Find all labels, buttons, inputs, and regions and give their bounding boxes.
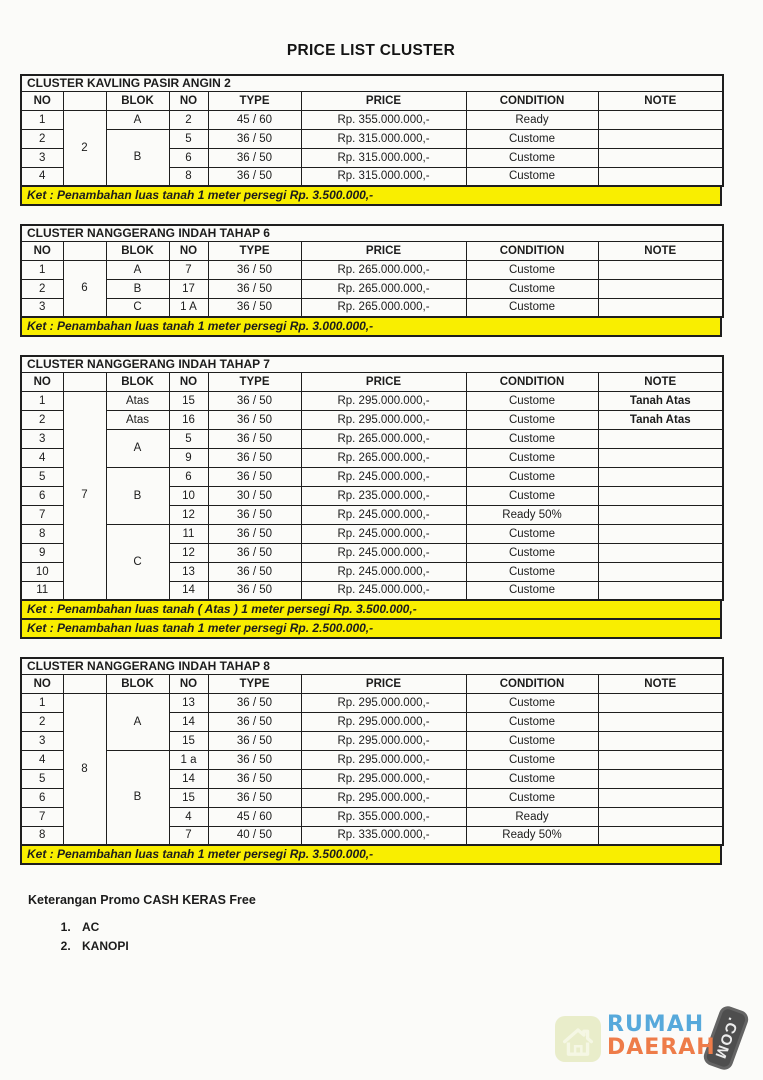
cell-price: Rp. 265.000.000,- [301, 279, 466, 298]
table-row [21, 110, 723, 129]
ket-note: Ket : Penambahan luas tanah 1 meter persegi Rp. 2.500.000,- [20, 618, 722, 639]
cell-note [598, 731, 723, 750]
cell-unit: 1 a [169, 750, 208, 769]
cell-price: Rp. 295.000.000,- [301, 712, 466, 731]
cell-blok: A [106, 693, 169, 750]
cell-note [598, 448, 723, 467]
cell-condition: Custome [466, 410, 598, 429]
column-header: PRICE [301, 241, 466, 260]
column-header: PRICE [301, 91, 466, 110]
cell-type: 36 / 50 [208, 562, 301, 581]
column-header: NO [21, 674, 63, 693]
cell-unit: 12 [169, 505, 208, 524]
promo-item-ac: 1. AC [74, 920, 722, 934]
cell-price: Rp. 335.000.000,- [301, 826, 466, 845]
promo-item-kanopi: 2. KANOPI [74, 939, 722, 953]
cell-unit: 4 [169, 807, 208, 826]
cell-condition: Custome [466, 543, 598, 562]
cell-note [598, 260, 723, 279]
cell-unit: 9 [169, 448, 208, 467]
column-header: TYPE [208, 241, 301, 260]
cell-condition: Custome [466, 524, 598, 543]
cell-unit: 10 [169, 486, 208, 505]
cell-note [598, 524, 723, 543]
cell-no: 1 [21, 693, 63, 712]
ket-note: Ket : Penambahan luas tanah 1 meter persegi Rp. 3.500.000,- [20, 185, 722, 206]
table-title-row [21, 658, 723, 674]
cluster-section-3 [20, 355, 722, 639]
cell-price: Rp. 295.000.000,- [301, 391, 466, 410]
cell-unit: 14 [169, 769, 208, 788]
cell-no: 5 [21, 769, 63, 788]
table-title: CLUSTER NANGGERANG INDAH TAHAP 7 [21, 356, 723, 372]
table-row [21, 391, 723, 410]
table-row [21, 429, 723, 448]
cell-note [598, 279, 723, 298]
cell-note [598, 505, 723, 524]
cell-condition: Custome [466, 693, 598, 712]
ket-note: Ket : Penambahan luas tanah 1 meter persegi Rp. 3.000.000,- [20, 316, 722, 337]
cell-blok: Atas [106, 391, 169, 410]
cell-note [598, 129, 723, 148]
cell-price: Rp. 295.000.000,- [301, 750, 466, 769]
cell-type: 36 / 50 [208, 167, 301, 186]
cell-blok: B [106, 279, 169, 298]
cell-note [598, 712, 723, 731]
cell-type: 36 / 50 [208, 581, 301, 600]
cell-no: 11 [21, 581, 63, 600]
cell-type: 36 / 50 [208, 429, 301, 448]
cell-blok: C [106, 524, 169, 600]
cell-condition: Ready 50% [466, 505, 598, 524]
table-row [21, 279, 723, 298]
cell-price: Rp. 295.000.000,- [301, 769, 466, 788]
page-title: PRICE LIST CLUSTER [286, 42, 456, 59]
cell-no: 1 [21, 391, 63, 410]
cell-type: 30 / 50 [208, 486, 301, 505]
cell-group: 8 [63, 693, 106, 845]
cell-note [598, 693, 723, 712]
cell-condition: Custome [466, 467, 598, 486]
cell-note [598, 807, 723, 826]
column-header: NO [169, 674, 208, 693]
table-row [21, 524, 723, 543]
logo-wordmark [607, 1013, 716, 1059]
cell-blok: Atas [106, 410, 169, 429]
column-header: TYPE [208, 674, 301, 693]
cell-price: Rp. 245.000.000,- [301, 543, 466, 562]
house-icon [555, 1016, 601, 1062]
cell-no: 1 [21, 110, 63, 129]
cell-no: 3 [21, 429, 63, 448]
cell-type: 36 / 50 [208, 524, 301, 543]
document-page [20, 0, 722, 958]
cell-condition: Custome [466, 731, 598, 750]
column-header: BLOK [106, 241, 169, 260]
cell-type: 36 / 50 [208, 693, 301, 712]
cell-no: 6 [21, 788, 63, 807]
cell-no: 7 [21, 807, 63, 826]
cell-type: 36 / 50 [208, 788, 301, 807]
cell-condition: Ready 50% [466, 826, 598, 845]
cell-unit: 11 [169, 524, 208, 543]
table-title: CLUSTER NANGGERANG INDAH TAHAP 8 [21, 658, 723, 674]
cell-unit: 17 [169, 279, 208, 298]
cell-no: 2 [21, 129, 63, 148]
cell-price: Rp. 245.000.000,- [301, 562, 466, 581]
cell-condition: Ready [466, 110, 598, 129]
cell-type: 36 / 50 [208, 298, 301, 317]
cell-type: 36 / 50 [208, 505, 301, 524]
cell-condition: Custome [466, 279, 598, 298]
table-title-row [21, 75, 723, 91]
column-header: NOTE [598, 241, 723, 260]
cell-price: Rp. 295.000.000,- [301, 410, 466, 429]
column-header: CONDITION [466, 372, 598, 391]
cell-price: Rp. 235.000.000,- [301, 486, 466, 505]
cell-unit: 6 [169, 148, 208, 167]
column-header: NO [169, 91, 208, 110]
cell-no: 3 [21, 298, 63, 317]
cell-type: 36 / 50 [208, 769, 301, 788]
column-header [63, 241, 106, 260]
table-row [21, 298, 723, 317]
cell-no: 4 [21, 448, 63, 467]
cell-condition: Custome [466, 486, 598, 505]
cell-type: 36 / 50 [208, 467, 301, 486]
table-title: CLUSTER NANGGERANG INDAH TAHAP 6 [21, 225, 723, 241]
column-header: NOTE [598, 372, 723, 391]
cell-price: Rp. 295.000.000,- [301, 788, 466, 807]
cell-blok: B [106, 467, 169, 524]
column-header: NOTE [598, 674, 723, 693]
cell-unit: 14 [169, 581, 208, 600]
column-header: NO [169, 241, 208, 260]
table-row [21, 260, 723, 279]
table-row [21, 750, 723, 769]
cell-unit: 7 [169, 826, 208, 845]
cell-price: Rp. 245.000.000,- [301, 581, 466, 600]
cell-note [598, 486, 723, 505]
cell-price: Rp. 315.000.000,- [301, 148, 466, 167]
table-title-row [21, 225, 723, 241]
cell-unit: 5 [169, 129, 208, 148]
cell-group: 7 [63, 391, 106, 600]
cell-note: Tanah Atas [598, 391, 723, 410]
cell-condition: Custome [466, 448, 598, 467]
cell-no: 10 [21, 562, 63, 581]
cell-unit: 8 [169, 167, 208, 186]
cell-type: 36 / 50 [208, 129, 301, 148]
cell-condition: Custome [466, 769, 598, 788]
cell-type: 36 / 50 [208, 750, 301, 769]
cell-type: 40 / 50 [208, 826, 301, 845]
cell-type: 36 / 50 [208, 148, 301, 167]
cell-condition: Custome [466, 167, 598, 186]
cell-blok: A [106, 429, 169, 467]
cell-unit: 1 A [169, 298, 208, 317]
cell-price: Rp. 295.000.000,- [301, 693, 466, 712]
cell-note [598, 581, 723, 600]
cell-note [598, 826, 723, 845]
column-header [63, 91, 106, 110]
column-header: CONDITION [466, 91, 598, 110]
table-row [21, 129, 723, 148]
column-header: NO [21, 91, 63, 110]
cell-unit: 14 [169, 712, 208, 731]
table-row [21, 693, 723, 712]
cell-condition: Custome [466, 429, 598, 448]
com-badge-label: .COM [711, 1014, 742, 1062]
column-header: TYPE [208, 372, 301, 391]
price-table [20, 224, 724, 318]
cell-unit: 6 [169, 467, 208, 486]
cell-price: Rp. 265.000.000,- [301, 429, 466, 448]
cell-condition: Custome [466, 260, 598, 279]
cell-type: 45 / 60 [208, 807, 301, 826]
cluster-section-2 [20, 224, 722, 337]
column-header: CONDITION [466, 674, 598, 693]
rumahdaerah-logo [553, 1006, 761, 1072]
cell-no: 5 [21, 467, 63, 486]
cell-price: Rp. 265.000.000,- [301, 260, 466, 279]
column-header: NO [21, 372, 63, 391]
cluster-section-4 [20, 657, 722, 865]
promo-list [28, 920, 722, 953]
logo-word-rumah: RUMAH [607, 1012, 705, 1037]
cell-unit: 13 [169, 562, 208, 581]
column-header: PRICE [301, 372, 466, 391]
cell-type: 36 / 50 [208, 543, 301, 562]
cell-note [598, 429, 723, 448]
cell-price: Rp. 265.000.000,- [301, 298, 466, 317]
column-header: NO [169, 372, 208, 391]
table-header-row [21, 372, 723, 391]
cell-condition: Custome [466, 148, 598, 167]
ket-note: Ket : Penambahan luas tanah ( Atas ) 1 meter persegi Rp. 3.500.000,- [20, 599, 722, 620]
table-row [21, 410, 723, 429]
price-table [20, 355, 724, 601]
cell-type: 36 / 50 [208, 410, 301, 429]
cell-no: 1 [21, 260, 63, 279]
cell-type: 45 / 60 [208, 110, 301, 129]
column-header: BLOK [106, 372, 169, 391]
cell-note [598, 769, 723, 788]
cell-note [598, 788, 723, 807]
cell-no: 4 [21, 750, 63, 769]
cell-unit: 15 [169, 731, 208, 750]
logo-word-daerah: DAERAH [607, 1035, 716, 1060]
cell-note [598, 167, 723, 186]
column-header: PRICE [301, 674, 466, 693]
column-header: NO [21, 241, 63, 260]
cell-no: 2 [21, 410, 63, 429]
tables-container [20, 74, 722, 865]
promo-section [28, 893, 722, 953]
cell-type: 36 / 50 [208, 712, 301, 731]
cell-type: 36 / 50 [208, 448, 301, 467]
cell-type: 36 / 50 [208, 279, 301, 298]
cell-note [598, 750, 723, 769]
column-header: BLOK [106, 91, 169, 110]
cell-price: Rp. 295.000.000,- [301, 731, 466, 750]
cell-no: 9 [21, 543, 63, 562]
cell-price: Rp. 355.000.000,- [301, 807, 466, 826]
column-header [63, 674, 106, 693]
table-row [21, 467, 723, 486]
cell-note [598, 467, 723, 486]
cell-unit: 15 [169, 788, 208, 807]
cell-condition: Custome [466, 562, 598, 581]
cell-no: 2 [21, 279, 63, 298]
cluster-section-1 [20, 74, 722, 206]
cell-no: 4 [21, 167, 63, 186]
cell-blok: B [106, 750, 169, 845]
cell-note: Tanah Atas [598, 410, 723, 429]
cell-unit: 15 [169, 391, 208, 410]
cell-unit: 13 [169, 693, 208, 712]
column-header: BLOK [106, 674, 169, 693]
cell-unit: 16 [169, 410, 208, 429]
cell-price: Rp. 315.000.000,- [301, 167, 466, 186]
cell-type: 36 / 50 [208, 260, 301, 279]
cell-blok: A [106, 110, 169, 129]
cell-no: 3 [21, 148, 63, 167]
cell-blok: A [106, 260, 169, 279]
cell-condition: Custome [466, 391, 598, 410]
cell-unit: 12 [169, 543, 208, 562]
promo-title: Keterangan Promo CASH KERAS Free [28, 893, 256, 907]
cell-group: 6 [63, 260, 106, 317]
cell-blok: B [106, 129, 169, 186]
cell-price: Rp. 245.000.000,- [301, 524, 466, 543]
cell-blok: C [106, 298, 169, 317]
cell-condition: Custome [466, 750, 598, 769]
cell-no: 8 [21, 826, 63, 845]
cell-price: Rp. 245.000.000,- [301, 505, 466, 524]
ket-note: Ket : Penambahan luas tanah 1 meter persegi Rp. 3.500.000,- [20, 844, 722, 865]
table-header-row [21, 674, 723, 693]
table-title-row [21, 356, 723, 372]
cell-no: 6 [21, 486, 63, 505]
column-header [63, 372, 106, 391]
cell-note [598, 148, 723, 167]
cell-condition: Ready [466, 807, 598, 826]
cell-price: Rp. 315.000.000,- [301, 129, 466, 148]
cell-no: 2 [21, 712, 63, 731]
cell-unit: 2 [169, 110, 208, 129]
price-table [20, 74, 724, 187]
table-header-row [21, 241, 723, 260]
table-title: CLUSTER KAVLING PASIR ANGIN 2 [21, 75, 723, 91]
price-table [20, 657, 724, 846]
table-header-row [21, 91, 723, 110]
cell-price: Rp. 355.000.000,- [301, 110, 466, 129]
cell-note [598, 110, 723, 129]
cell-unit: 5 [169, 429, 208, 448]
cell-type: 36 / 50 [208, 731, 301, 750]
cell-unit: 7 [169, 260, 208, 279]
cell-note [598, 543, 723, 562]
cell-no: 7 [21, 505, 63, 524]
cell-note [598, 298, 723, 317]
cell-condition: Custome [466, 129, 598, 148]
cell-type: 36 / 50 [208, 391, 301, 410]
cell-condition: Custome [466, 712, 598, 731]
cell-condition: Custome [466, 788, 598, 807]
cell-no: 3 [21, 731, 63, 750]
cell-note [598, 562, 723, 581]
column-header: CONDITION [466, 241, 598, 260]
cell-condition: Custome [466, 581, 598, 600]
cell-group: 2 [63, 110, 106, 186]
column-header: TYPE [208, 91, 301, 110]
cell-no: 8 [21, 524, 63, 543]
column-header: NOTE [598, 91, 723, 110]
cell-condition: Custome [466, 298, 598, 317]
cell-price: Rp. 245.000.000,- [301, 467, 466, 486]
cell-price: Rp. 265.000.000,- [301, 448, 466, 467]
